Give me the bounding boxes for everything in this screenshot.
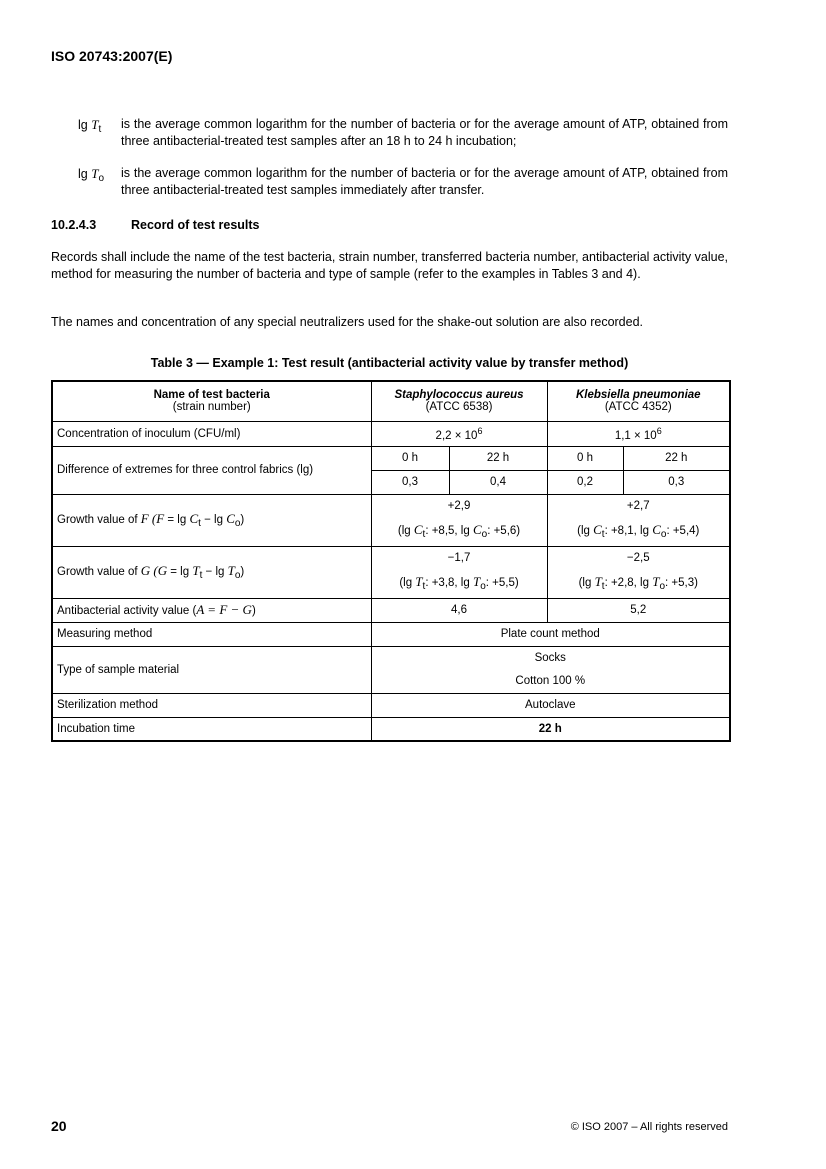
cell-value: 22 h xyxy=(449,446,547,470)
cell-value: Socks Cotton 100 % xyxy=(371,646,730,693)
cell-value: +2,9 (lg Ct: +8,5, lg Co: +5,6) xyxy=(371,494,547,546)
cell-value: 0 h xyxy=(371,446,449,470)
table-caption: Table 3 — Example 1: Test result (antibacterial activity value by transfer method) xyxy=(150,356,629,370)
table-row xyxy=(52,693,730,717)
row-label: Sterilization method xyxy=(52,693,371,717)
table-row xyxy=(52,446,730,470)
table-row xyxy=(52,421,730,446)
paragraph-records: Records shall include the name of the test bacteria, strain number, transferred bacteria number, antibacterial activity value, method for measuring the number of bacteria and type of sample (refer to the examples in Tables 3 and 4). xyxy=(51,250,728,281)
row-label: Growth value of G (G = lg Tt − lg To) xyxy=(52,546,371,598)
cell-value: Autoclave xyxy=(371,693,730,717)
section-heading xyxy=(51,218,260,232)
row-label: Incubation time xyxy=(52,717,371,741)
definition-lg-tt xyxy=(78,116,728,152)
row-label: Growth value of F (F = lg Ct − lg Co) xyxy=(52,494,371,546)
cell-value: 0,4 xyxy=(449,470,547,494)
cell-value: −1,7 (lg Tt: +3,8, lg To: +5,5) xyxy=(371,546,547,598)
cell-value: 0 h xyxy=(547,446,623,470)
row-label: Measuring method xyxy=(52,622,371,646)
copyright-notice: © ISO 2007 – All rights reserved xyxy=(570,1121,728,1133)
cell-value: Plate count method xyxy=(371,622,730,646)
definition-symbol: $\lg T_o$ xyxy=(78,166,105,184)
document-header: ISO 20743:2007(E) xyxy=(51,48,173,64)
cell-value: 22 h xyxy=(371,717,730,741)
results-table xyxy=(51,380,731,742)
header-bacteria-name: Name of test bacteria (strain number) xyxy=(52,381,371,421)
definition-text: is the average common logarithm for the number of bacteria or for the average amount of ATP, obtained from three antibacterial-treated test samples after an 18 h to 24 h incubation; xyxy=(121,117,728,148)
header-staphylococcus: Staphylococcus aureus (ATCC 6538) xyxy=(371,381,547,421)
header-klebsiella: Klebsiella pneumoniae (ATCC 4352) xyxy=(547,381,730,421)
table-row xyxy=(52,494,730,546)
row-label: Type of sample material xyxy=(52,646,371,693)
table-row xyxy=(52,546,730,598)
cell-value: −2,5 (lg Tt: +2,8, lg To: +5,3) xyxy=(547,546,730,598)
row-label: Antibacterial activity value (A = F − G) xyxy=(52,598,371,622)
section-number: 10.2.4.3 xyxy=(51,218,97,232)
cell-value: $2,2 \times 10^6$ xyxy=(371,421,547,446)
definition-lg-to xyxy=(78,165,728,201)
cell-value: $1,1 \times 10^6$ xyxy=(547,421,730,446)
table-row xyxy=(52,622,730,646)
cell-value: 4,6 xyxy=(371,598,547,622)
row-label: Difference of extremes for three control fabrics (lg) xyxy=(52,446,371,494)
table-row xyxy=(52,646,730,693)
page-number: 20 xyxy=(51,1118,67,1134)
table-row xyxy=(52,717,730,741)
definition-symbol: $\lg T_t$ xyxy=(78,117,102,135)
table-row xyxy=(52,598,730,622)
row-label: Concentration of inoculum (CFU/ml) xyxy=(52,421,371,446)
cell-value: 0,3 xyxy=(371,470,449,494)
cell-value: +2,7 (lg Ct: +8,1, lg Co: +5,4) xyxy=(547,494,730,546)
cell-value: 0,3 xyxy=(623,470,730,494)
cell-value: 0,2 xyxy=(547,470,623,494)
paragraph-neutralizers: The names and concentration of any special neutralizers used for the shake-out solution are also recorded. xyxy=(51,315,644,329)
definition-text: is the average common logarithm for the number of bacteria or for the average amount of ATP, obtained from three antibacterial-treated test samples immediately after transfer. xyxy=(121,166,728,197)
cell-value: 5,2 xyxy=(547,598,730,622)
table-header-row xyxy=(52,381,730,421)
section-title: Record of test results xyxy=(131,218,260,232)
cell-value: 22 h xyxy=(623,446,730,470)
